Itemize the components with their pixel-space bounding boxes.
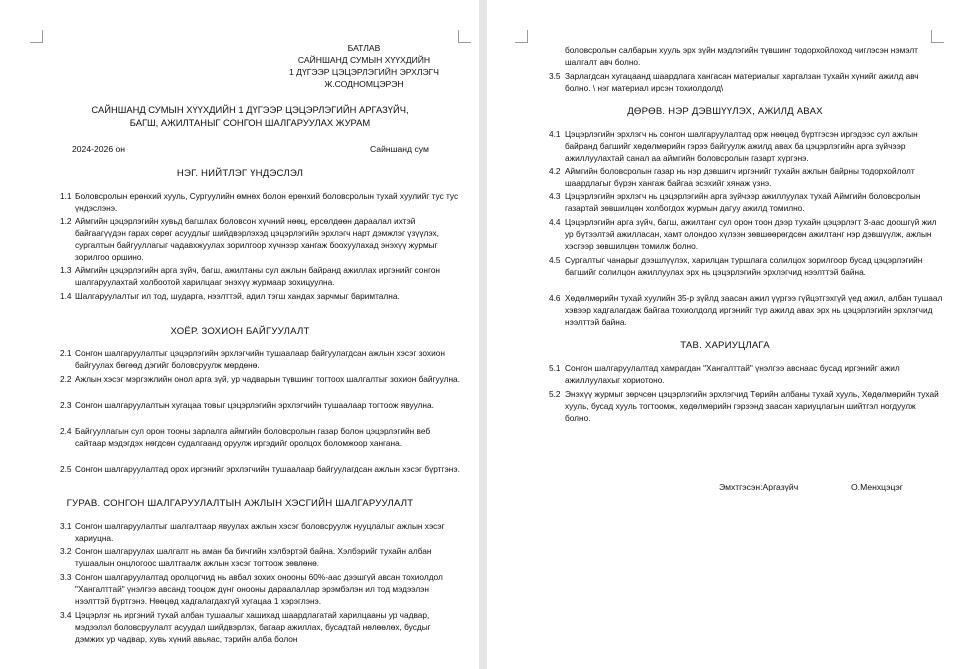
item-text: Боловсролын ерөнхий хууль, Сургуулийн өмнөх болон ерөнхий боловсролын тухай хуулийг тус тус үндэслэнэ. (75, 191, 459, 214)
item-number: 2.1 (60, 348, 72, 358)
item-number: 2.3 (60, 400, 72, 410)
paragraph-item (60, 347, 462, 371)
item-number: 3.3 (60, 572, 72, 582)
item-text: Аймгийн цэцэрлэгийн арга зүйч, багш, ажилтаны сул ажлын байранд ажиллах иргэнийг сонгон шалгаруулахтай холбоотой харилцааг энэхүү журмаар зохицуулна. (75, 265, 441, 288)
continued-text: боловсролын салбарын хууль эрх зүйн мэдлэгийн түвшинг тодорхойлоход чиглэсэн нэмэлт шалгалт авч болно. (565, 45, 918, 68)
approval-line: 1 ДҮГЭЭР ЦЭЦЭРЛЭГИЙН ЭРХЛЭГЧ (288, 67, 440, 77)
section-heading: ХОЁР. ЗОХИОН БАЙГУУЛАЛТ (170, 326, 310, 337)
item-number: 5.2 (549, 389, 561, 399)
period-text: 2024-2026 он (72, 144, 126, 154)
paragraph-item (549, 128, 943, 164)
item-number: 3.2 (60, 546, 72, 556)
paragraph-item (60, 545, 462, 569)
item-number: 2.2 (60, 374, 72, 384)
item-number: 4.3 (549, 191, 561, 201)
paragraph-item (549, 292, 943, 328)
item-text: Цэцэрлэгийн эрхлэгч нь сонгон шалгаруулалтад орж нөөцөд бүртгэсэн иргэдээс сул ажлын байранд багшийг хөдөлмөрийн гэрээ байгуулж ажилд авах ба цэцэрлэгийн арга зүйчээр ажиллуулахтай санал аа аймгийн боловсролын газарт хүргэнэ. (565, 129, 918, 164)
paragraph-item (549, 388, 943, 424)
item-number: 2.4 (60, 426, 72, 436)
item-number: 1.2 (60, 216, 72, 226)
paragraph-item (60, 190, 462, 214)
section-heading: ДӨРӨВ. НЭР ДЭВШҮҮЛЭХ, АЖИЛД АВАХ (627, 106, 823, 117)
item-number: 5.1 (549, 363, 561, 373)
item-text: Сонгон шалгаруулалтад хамрагдан "Хангалттай" үнэлгээ авснаас бусад иргэнийг ажил ажиллуулахыг хориотоно. (565, 363, 900, 386)
paragraph-item (549, 165, 943, 189)
item-number: 4.4 (549, 217, 561, 227)
item-text: Цэцэрлэг нь иргэний тухай албан тушаалыг хашихад шаардлагатай харилцааны ур чадвар, мэдээлэл боловсруулалт асуудал шийдвэрлэх, багаар ажиллах, бусадтай нөлөөлөх, бусдыг дэмжих ур чадвар, хувь хүний авьяас, тэрийн алба болон (75, 610, 431, 645)
paragraph-item (549, 190, 943, 214)
item-text: Ажлын хэсэг мэргэжлийн онол арга зүй, ур чадварын түвшинг тогтоох шалгалтыг зохион байгуулна. (75, 374, 460, 384)
item-number: 4.6 (549, 293, 561, 303)
item-text: Сонгон шалгаруулалтад оролцогчид нь авбал зохих онооны 60%-аас дээшгүй авсан тохиолдол "Хангалттай" үнэлгээ авсанд тооцож дүнг онооны дараалаллар эрэмбэлэн ил тод мэдээлэн нээлттэй бүртгэнэ. Нөөцөд хадгалагдахгүй хугацаа 1 хэрэглэнэ. (75, 572, 443, 607)
item-text: Цэцэрлэгийн арга зүйч, багш, ажилтанг сул орон тоон дээр тухайн цэцэрлэгт 3-аас доошгүй жил ур бүтээлтэй ажилласан, хамт олондоо хүлээн зөвшөөрөгдсөн ажилтанг нэр дэвшүүлж, ажлын хэсгээр зөвшилцөн томилж болно. (565, 217, 937, 252)
item-text: Аймгийн боловсролын газар нь нэр дэвшигч иргэнийг тухайн ажлын байрны тодорхойлолт шаардлагыг бүрэн хангаж байгаа эсэхийг хянаж үзнэ. (565, 166, 915, 189)
item-text: Сонгон шалгаруулалтын хугацаа товыг цэцэрлэгийн эрхлэгчийн тушаалаар тогтоож явуулна. (75, 400, 434, 410)
paragraph-item (60, 571, 462, 607)
margin-corner-mark (931, 30, 944, 43)
paragraph-item (60, 290, 462, 302)
item-number: 2.5 (60, 464, 72, 474)
item-text: Сонгон шалгаруулах шалгалт нь аман ба бичгийн хэлбэртэй байна. Хэлбэрийг тухайн албан тушаалын онцлогоос шалтгаалж ажлын хэсэг тогтоож зөвлөнө. (75, 546, 432, 569)
title-line: САЙНШАНД СУМЫН ХҮҮХДИЙН 1 ДҮГЭЭР ЦЭЦЭРЛЭГИЙН АРГАЗҮЙЧ, (91, 104, 409, 115)
item-text: Сонгон шалгаруулалтыг цэцэрлэгийн эрхлэгчийн тушаалаар байгуулагдсан ажлын хэсэг зохион байгуулах бөгөөд дэгийг боловсруулж мөрдөнө. (75, 348, 445, 371)
paragraph-item (60, 264, 462, 288)
section-heading: ТАВ. ХАРИУЦЛАГА (680, 340, 770, 351)
paragraph-item (60, 520, 462, 544)
paragraph-item (60, 609, 462, 645)
item-number: 4.1 (549, 129, 561, 139)
margin-corner-mark (30, 30, 43, 43)
paragraph-item (60, 399, 462, 411)
title-line: БАГШ, АЖИЛТАНЫГ СОНГОН ШАЛГАРУУЛАХ ЖУРАМ (129, 116, 371, 128)
item-text: Цэцэрлэгийн эрхлэгч нь цэцэрлэгийн арга зүйчээр ажиллуулах тухай Аймгийн боловсролын газартай зөвшилцөн холбогдох журмын дагуу ажилд томилно. (565, 191, 921, 214)
margin-corner-mark (515, 30, 528, 43)
item-number: 1.1 (60, 191, 72, 201)
item-text: Аймгийн цэцэрлэгийн хувьд багшлах боловсон хүчний нөөц, ерсөлдөөн дараалал ихтэй байгаагүүдэн гарах сөрөг асуудлыг шийдвэрлэхэд цэцэрлэгийн эрхлэгч нарт дэмжлэг үзүүлэх, сургалтын байгууллагыг чадавхжуулах зорилгоор хүчнээр хангаж боохуулахад энэхүү журмыг зорилгоо оршино. (75, 216, 439, 263)
item-text: Энэхүү журмыг зөрчсөн цэцэрлэгийн эрхлэгчид Төрийн албаны тухай хууль, Хөдөлмөрийн тухай хууль, бусад хууль тогтоомж, хөдөлмөрийн гэрээнд заасан хариуцлагын шийтгэл ногдуулж болно. (565, 389, 939, 424)
paragraph-item (60, 373, 462, 385)
paragraph-item (549, 216, 943, 252)
item-text: Зарлагдсан хугацаанд шаардлага хангасан материалыг харгалзан тухайн хүнийг ажилд авч болно. \ нэг материал ирсэн тохиолдолд\ (565, 71, 919, 94)
paragraph-item (60, 463, 462, 475)
paragraph-item (549, 362, 943, 386)
signature-name: О.Менхцэцэг (851, 482, 903, 492)
item-number: 1.4 (60, 291, 72, 301)
signature-label: Эмхтгэсэн:Аргазүйч (719, 482, 799, 492)
paragraph-item (60, 425, 462, 449)
item-number: 4.2 (549, 166, 561, 176)
item-text: Сонгон шалгаруулалтыг шалгалтаар явуулах ажлын хэсэг боловсруулж нууцлалыг ажлын хэсэг хариуцна. (75, 521, 445, 544)
paragraph-item (549, 254, 943, 278)
item-text: Хөдөлмөрийн тухай хуулийн 35-р зүйлд заасан ажил үүргээ гүйцэтгэхгүй үед ажил, албан тушаал хэвээр хадгалагдаж байгаа тохиолдолд иргэнийг түр ажилд авах эрх нь цэцэрлэгийн эрхлэгчид нээлттэй байна. (565, 293, 943, 328)
location-text: Сайншанд сум (370, 144, 429, 154)
approval-block (269, 42, 459, 90)
paragraph-item (60, 215, 462, 263)
item-number: 3.4 (60, 610, 72, 620)
approval-line: БАТЛАВ (347, 43, 381, 53)
item-text: Байгууллагын сул орон тооны зарлалга аймгийн боловсролын газар болон цэцэрлэгийн веб сайтаар мэдэгдэх нөгдсөн судалгаанд оруулж иргэдийг оролцох боломжоор хангана. (75, 426, 431, 449)
item-number: 4.5 (549, 255, 561, 265)
approval-line: Ж.СОДНОМЦЭРЭН (324, 79, 404, 89)
item-text: Шалгаруулалтыг ил тод, шударга, нээлттэй, адил тэгш хандах зарчмыг баримтална. (75, 291, 400, 301)
document-title (40, 104, 460, 129)
item-number: 3.1 (60, 521, 72, 531)
item-text: Сонгон шалгаруулалтад орох иргэнийг эрхлэгчийн тушаалаар байгуулагдсан ажлын хэсэг бүртгэнэ. (75, 464, 460, 474)
item-text: Сургалтыг чанарыг дээшлүүлэх, харилцан туршлага солилцох зорилгоор бусад цэцэрлэгийн багшийг солилцон ажиллуулах эрх нь цэцэрлэгийн эрхлэгчид нээлттэй байна. (565, 255, 923, 278)
document-page-1 (0, 0, 479, 669)
section-heading: НЭГ. НИЙТЛЭГ ҮНДЭСЛЭЛ (176, 168, 304, 179)
paragraph-item (549, 70, 943, 94)
item-number: 1.3 (60, 265, 72, 275)
margin-corner-mark (458, 30, 471, 43)
item-number: 3.5 (549, 71, 561, 81)
document-page-2 (487, 0, 973, 669)
section-heading: ГУРАВ. СОНГОН ШАЛГАРУУЛАЛТЫН АЖЛЫН ХЭСГИЙН ШАЛГАРУУЛАЛТ (66, 498, 414, 509)
approval-line: САЙНШАНД СУМЫН ХҮҮХДИЙН (297, 55, 431, 65)
